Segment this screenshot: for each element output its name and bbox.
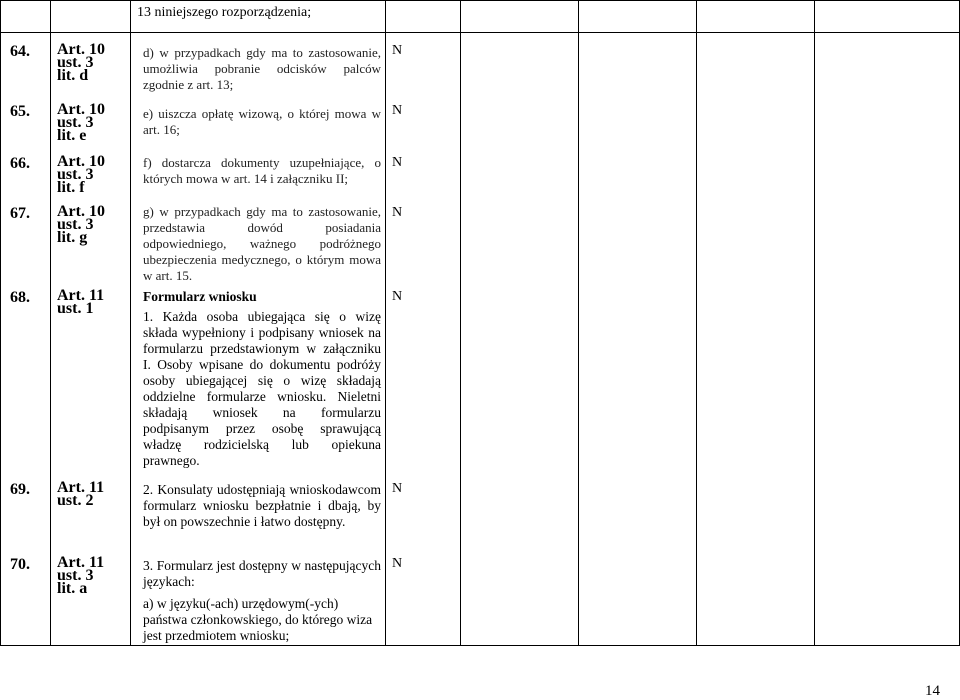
ref-line: ust. 2 [57, 492, 94, 509]
ref-line: ust. 3 [57, 166, 94, 183]
article-ref [57, 481, 127, 507]
provision-text: 3. Formularz jest dostępny w następujących językach: [143, 558, 381, 589]
status-mark: N [392, 43, 403, 58]
continuation-row [1, 1, 960, 33]
article-ref [57, 103, 127, 142]
ref-line: ust. 3 [57, 54, 94, 71]
provision-text: e) uiszcza opłatę wizową, o której mowa w art. 16; [143, 106, 381, 137]
ref-line: lit. d [57, 67, 89, 84]
provision-text: f) dostarcza dokumenty uzupełniające, o których mowa w art. 14 i załączniku II; [143, 155, 381, 186]
ref-line: lit. a [57, 580, 88, 597]
provision-block [143, 558, 381, 644]
status-mark: N [392, 205, 403, 220]
status-mark: N [392, 556, 403, 571]
page-number: 14 [925, 683, 940, 699]
row-number: 69. [10, 481, 30, 498]
article-ref [57, 43, 127, 82]
continuation-text: 13 niniejszego rozporządzenia; [137, 5, 312, 20]
status-mark: N [392, 481, 403, 496]
row-number: 64. [10, 43, 30, 60]
row-number: 66. [10, 155, 30, 172]
status-mark: N [392, 103, 403, 118]
article-ref [57, 289, 127, 315]
ref-line: Art. 11 [57, 479, 105, 496]
section-heading: Formularz wniosku [143, 289, 257, 304]
article-ref [57, 155, 127, 194]
row-number: 65. [10, 103, 30, 120]
ref-line: Art. 10 [57, 41, 105, 58]
provision-text: 1. Każda osoba ubiegająca się o wizę składa wypełniony i podpisany wniosek na formularzu przedstawionym w załączniku I. Osoby wpisane do dokumentu podróży osoby ubiegającej się o wizę składają oddzielne formularze wniosku. Nieletni składają wniosek na formularzu podpisanym przez osobę sprawującą władzę rodzicielską lub opiekuna prawnego. [143, 309, 381, 468]
ref-line: ust. 3 [57, 567, 94, 584]
article-ref [57, 556, 127, 595]
provision-subtext: a) w języku(-ach) urzędowym(-ych) państwa członkowskiego, do którego wiza jest przedmiotem wniosku; [143, 596, 373, 643]
ref-line: Art. 10 [57, 101, 105, 118]
ref-line: Art. 11 [57, 287, 105, 304]
ref-line: Art. 10 [57, 153, 105, 170]
ref-line: lit. g [57, 229, 88, 246]
ref-line: ust. 1 [57, 300, 94, 317]
ref-line: ust. 3 [57, 216, 94, 233]
row-number: 67. [10, 205, 30, 222]
provision-text: 2. Konsulaty udostępniają wnioskodawcom formularz wniosku bezpłatnie i dbają, by był on powszechnie i łatwo dostępny. [143, 482, 381, 529]
provision-text: d) w przypadkach gdy ma to zastosowanie, umożliwia pobranie odcisków palców zgodnie z art. 13; [143, 45, 381, 92]
row-number: 68. [10, 289, 30, 306]
ref-line: Art. 10 [57, 203, 105, 220]
provision-block [143, 289, 381, 469]
article-ref [57, 205, 127, 244]
ref-line: lit. e [57, 127, 87, 144]
ref-line: lit. f [57, 179, 85, 196]
ref-line: Art. 11 [57, 554, 105, 571]
provision-text: g) w przypadkach gdy ma to zastosowanie, przedstawia dowód posiadania odpowiedniego, ważnego podróżnego ubezpieczenia medycznego, o którym mowa w art. 15. [143, 204, 381, 283]
row-number: 70. [10, 556, 30, 573]
ref-line: ust. 3 [57, 114, 94, 131]
status-mark: N [392, 289, 403, 304]
status-mark: N [392, 155, 403, 170]
